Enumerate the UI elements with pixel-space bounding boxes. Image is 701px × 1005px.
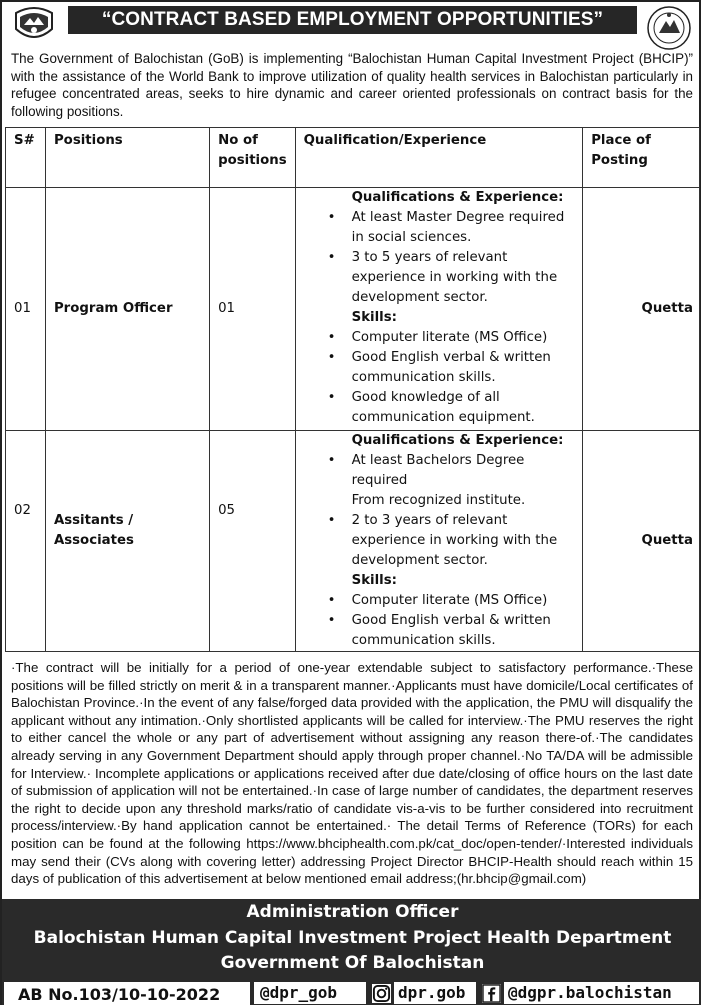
row-place: Quetta xyxy=(583,431,700,652)
list-item: • Good English verbal & written communication skills. xyxy=(304,348,575,388)
facebook-handle[interactable] xyxy=(504,982,699,1004)
facebook-handle-text: @dgpr.balochistan xyxy=(508,983,672,1002)
row-count-text: 05 xyxy=(218,503,235,518)
row-sn xyxy=(6,188,46,431)
instagram-icon xyxy=(372,984,391,1003)
terms-paragraph: ·The contract will be initially for a period of one-year extendable subject to satisfactory performance.·These positions will be filled strictly on merit & in a transparent manner.·Applicants must have domicile/Local certificates of Balochistan Province.·In the event of any false/forged data provided with the application, the PMU will disqualify the applicant without any intimation.·Only shortlisted applicants will be called for interview.·The PMU reserves the right to either cancel the whole or any part of advertisement without assigning any reason there-of.·The candidates already serving in any Government Department should apply through proper channel.·No TA/DA will be admissible for Interview.· Incomplete applications or applications received after due date/closing of office hours on the last date of submission of application will not be entertained.·In case of large number of candidates, the department reserves the right to decide upon any threshold marks/ratio of candidate vis-a-vis to be further considered into recruitment process/interview.·By hand application cannot be entertained.· The detail Terms of Reference (TORs) for each position can be found at the following https://www.bhciphealth.com.pk/cat_doc/open-tender/·Interested individuals may send their (CVs along with covering letter) addressing Project Director BHCIP-Health should reach within 15 days of publication of this advertisement at below mentioned email address;(hr.bhcip@gmail.com) xyxy=(11,660,693,887)
qualification-list xyxy=(304,451,575,571)
row-qualification xyxy=(295,431,583,652)
table-header-row xyxy=(6,128,700,188)
skills-heading: Skills: xyxy=(351,310,397,325)
ad-number: AB No.103/10-10-2022 xyxy=(4,982,250,1005)
header-sn: S# xyxy=(6,128,46,188)
qualification-line: • At least Bachelors Degree required xyxy=(351,453,525,488)
row-place: Quetta xyxy=(583,188,700,431)
intro-paragraph: The Government of Balochistan (GoB) is implementing “Balochistan Human Capital Investment Project (BHCIP)” with the assistance of the World Bank to improve utilization of quality health services in Balochistan particularly in refugee concentrated areas, seeks to hire dynamic and career oriented professionals on contract basis for the following positions. xyxy=(11,51,693,120)
list-item: • At least Master Degree required in social sciences. xyxy=(304,208,575,248)
instagram-handle-text: dpr.gob xyxy=(398,983,466,1002)
row-position xyxy=(45,188,209,431)
social-handles xyxy=(254,981,701,1005)
header-no-of-positions: No of positions xyxy=(210,128,296,188)
qualification-list xyxy=(304,208,575,308)
qualification-line: From recognized institute. xyxy=(351,493,526,508)
qualification-heading: Qualifications & Experience: xyxy=(351,433,564,448)
twitter-handle-text: @dpr_gob xyxy=(260,983,338,1002)
list-item: • 3 to 5 years of relevant experience in working with the development sector. xyxy=(304,248,575,308)
row-count-text: 01 xyxy=(218,301,235,316)
row-count xyxy=(210,431,296,652)
facebook-icon xyxy=(482,984,501,1003)
positions-table xyxy=(5,127,700,652)
header-qualification: Qualification/Experience xyxy=(295,128,583,188)
footer-government: Government Of Balochistan xyxy=(220,953,485,973)
table-row xyxy=(6,188,700,431)
list-item: • Good English verbal & written communication skills. xyxy=(304,611,575,651)
instagram-handle[interactable] xyxy=(394,982,476,1004)
header-place-of-posting: Place of Posting xyxy=(583,128,700,188)
list-item: • Good knowledge of all communication equipment. xyxy=(304,388,575,428)
table-row xyxy=(6,431,700,652)
header-positions: Positions xyxy=(45,128,209,188)
row-sn-text: 02 xyxy=(14,503,31,518)
list-item: • Computer literate (MS Office) xyxy=(304,328,575,348)
balochistan-emblem-icon xyxy=(12,5,56,45)
row-sn-text: 01 xyxy=(14,301,31,316)
footer-department: Balochistan Human Capital Investment Project Health Department xyxy=(33,928,672,948)
row-position-text: Program Officer xyxy=(53,301,173,316)
skills-heading: Skills: xyxy=(351,573,397,588)
skills-list xyxy=(304,591,575,651)
row-position-line1: Assitants / xyxy=(53,513,134,528)
twitter-handle[interactable] xyxy=(254,982,366,1004)
qualification-heading: Qualifications & Experience: xyxy=(351,190,564,205)
bhcip-seal-icon xyxy=(642,5,696,51)
list-item: • 2 to 3 years of relevant experience in working with the development sector. xyxy=(304,511,575,571)
list-item xyxy=(304,451,575,511)
row-position-line2: Associates xyxy=(53,533,134,548)
list-item: • Computer literate (MS Office) xyxy=(304,591,575,611)
page-title: “CONTRACT BASED EMPLOYMENT OPPORTUNITIES” xyxy=(68,6,637,34)
row-position xyxy=(45,431,209,652)
row-qualification xyxy=(295,188,583,431)
row-count xyxy=(210,188,296,431)
skills-list xyxy=(304,328,575,428)
row-sn xyxy=(6,431,46,652)
footer-authority: Administration Officer xyxy=(246,902,459,922)
